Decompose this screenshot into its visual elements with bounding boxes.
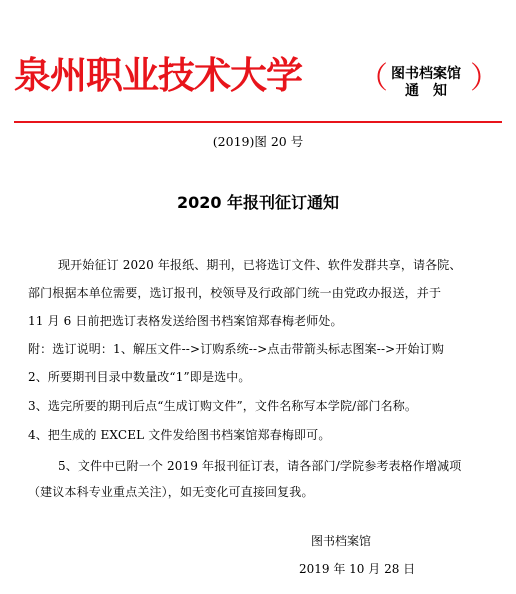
header-divider bbox=[14, 121, 502, 123]
body-line: 部门根据本单位需要，选订报刊，校领导及行政部门统一由党政办报送，并于 bbox=[28, 286, 442, 300]
bracket-left: （ bbox=[358, 61, 388, 96]
document-title: 2020 年报刊征订通知 bbox=[176, 193, 340, 212]
notice-label: 通 知 bbox=[405, 83, 447, 99]
body-line: 5、文件中已附一个 2019 年报刊征订表，请各部门/学院参考表格作增减项 bbox=[58, 459, 462, 473]
signature-date: 2019 年 10 月 28 日 bbox=[299, 562, 416, 576]
bracket-right: ） bbox=[470, 61, 500, 96]
body-line: （建议本科专业重点关注），如无变化可直接回复我。 bbox=[28, 485, 314, 499]
instruction-line: 附：选订说明：1、解压文件-->订购系统-->点击带箭头标志图案-->开始订购 bbox=[28, 342, 444, 356]
department-name: 图书档案馆 bbox=[391, 66, 461, 82]
body-line: 现开始征订 2020 年报纸、期刊，已将选订文件、软件发群共享，请各院、 bbox=[58, 258, 462, 272]
document-number: (2019)图 20 号 bbox=[212, 134, 304, 149]
instruction-line: 2、所要期刊目录中数量改“1”即是选中。 bbox=[28, 370, 251, 384]
instruction-line: 3、选完所要的期刊后点“生成订购文件”，文件名称写本学院/部门名称。 bbox=[28, 399, 418, 413]
instruction-line: 4、把生成的 EXCEL 文件发给图书档案馆郑春梅即可。 bbox=[28, 428, 331, 442]
department-block bbox=[382, 66, 470, 100]
signature-org: 图书档案馆 bbox=[311, 534, 372, 548]
school-name: 泉州职业技术大学 bbox=[14, 54, 302, 97]
body-line: 11 月 6 日前把选订表格发送给图书档案馆郑春梅老师处。 bbox=[28, 314, 343, 328]
